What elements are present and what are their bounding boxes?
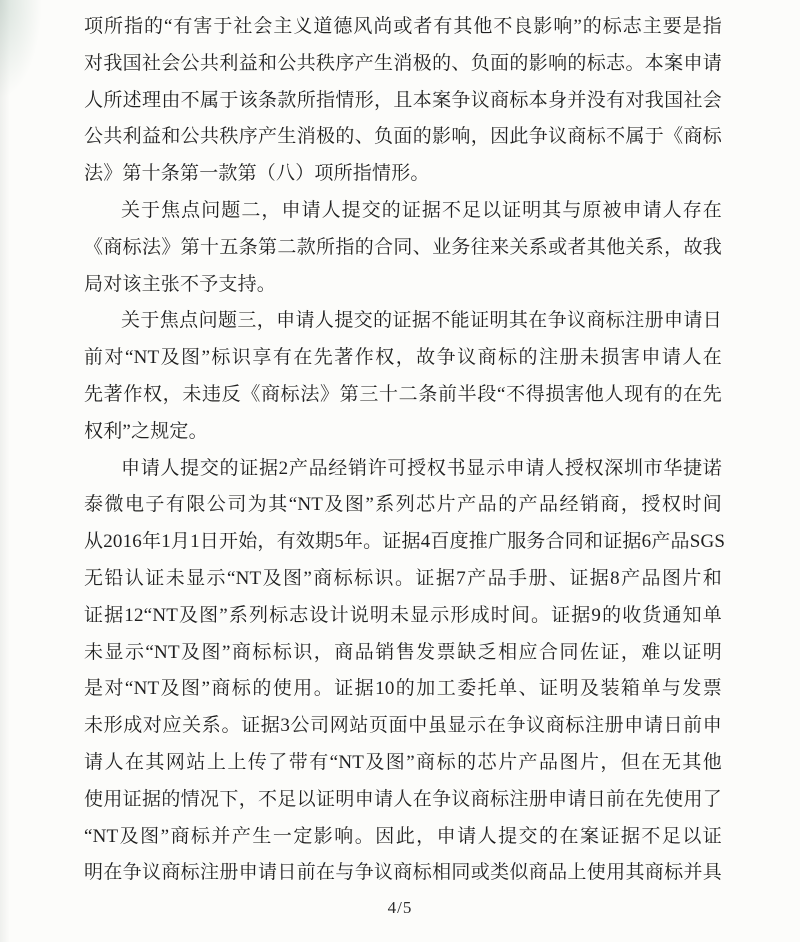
text-line: 未显示“NT及图”商标标识，商品销售发票缺乏相应合同佐证，难以证明: [84, 641, 722, 663]
text-line: 关于焦点问题二，申请人提交的证据不足以证明其与原被申请人存在: [121, 199, 722, 221]
scan-corner-artifact: [0, 0, 70, 160]
text-line: 先著作权，未违反《商标法》第三十二条前半段“不得损害他人现有的在先: [84, 383, 722, 405]
text-line: 法》第十条第一款第（八）项所指情形。: [84, 163, 430, 185]
paragraph: [84, 451, 726, 893]
text-line: “NT及图”商标并产生一定影响。因此，申请人提交的在案证据不足以证: [84, 825, 722, 847]
text-line: 人所述理由不属于该条款所指情形，且本案争议商标本身并没有对我国社会: [84, 89, 722, 111]
paragraph: [84, 193, 722, 303]
text-line: 权利”之规定。: [84, 420, 208, 442]
text-line: 前对“NT及图”标识享有在先著作权，故争议商标的注册未损害申请人在: [84, 347, 722, 369]
text-line: 证据12“NT及图”系列标志设计说明未显示形成时间。证据9的收货通知单: [84, 604, 722, 626]
text-line: 项所指的“有害于社会主义道德风尚或者有其他不良影响”的标志主要是指: [84, 16, 722, 37]
text-line: 无铅认证未显示“NT及图”商标标识。证据7产品手册、证据8产品图片和: [84, 567, 722, 589]
paragraph: [84, 303, 722, 450]
text-line: 《商标法》第十五条第二款所指的合同、业务往来关系或者其他关系，故我: [84, 236, 722, 258]
scan-edge-artifact: [0, 0, 10, 942]
text-line: 未形成对应关系。证据3公司网站页面中虽显示在争议商标注册申请日前申: [84, 715, 722, 737]
text-line: 申请人提交的证据2产品经销许可授权书显示申请人授权深圳市华捷诺: [121, 457, 722, 479]
text-line: 泰微电子有限公司为其“NT及图”系列芯片产品的产品经销商，授权时间: [84, 494, 722, 516]
text-line: 明在争议商标注册申请日前在与争议商标相同或类似商品上使用其商标并具: [84, 862, 722, 884]
text-line: 局对该主张不予支持。: [84, 273, 277, 295]
text-line: 使用证据的情况下，不足以证明申请人在争议商标注册申请日前在先使用了: [84, 788, 722, 810]
text-line: 从2016年1月1日开始，有效期5年。证据4百度推广服务合同和证据6产品SGS: [84, 531, 726, 553]
text-line: 公共利益和公共秩序产生消极的、负面的影响，因此争议商标不属于《商标: [84, 126, 722, 148]
text-line: 关于焦点问题三，申请人提交的证据不能证明其在争议商标注册申请日: [121, 310, 722, 332]
document-body: [84, 9, 726, 892]
text-line: 是对“NT及图”商标的使用。证据10的加工委托单、证明及装箱单与发票: [84, 678, 722, 700]
text-line: 对我国社会公共利益和公共秩序产生消极的、负面的影响的标志。本案申请: [84, 52, 722, 74]
paragraph: [84, 9, 722, 193]
text-line: 请人在其网站上上传了带有“NT及图”商标的芯片产品图片，但在无其他: [84, 751, 722, 773]
page-number: 4/5: [387, 898, 413, 917]
